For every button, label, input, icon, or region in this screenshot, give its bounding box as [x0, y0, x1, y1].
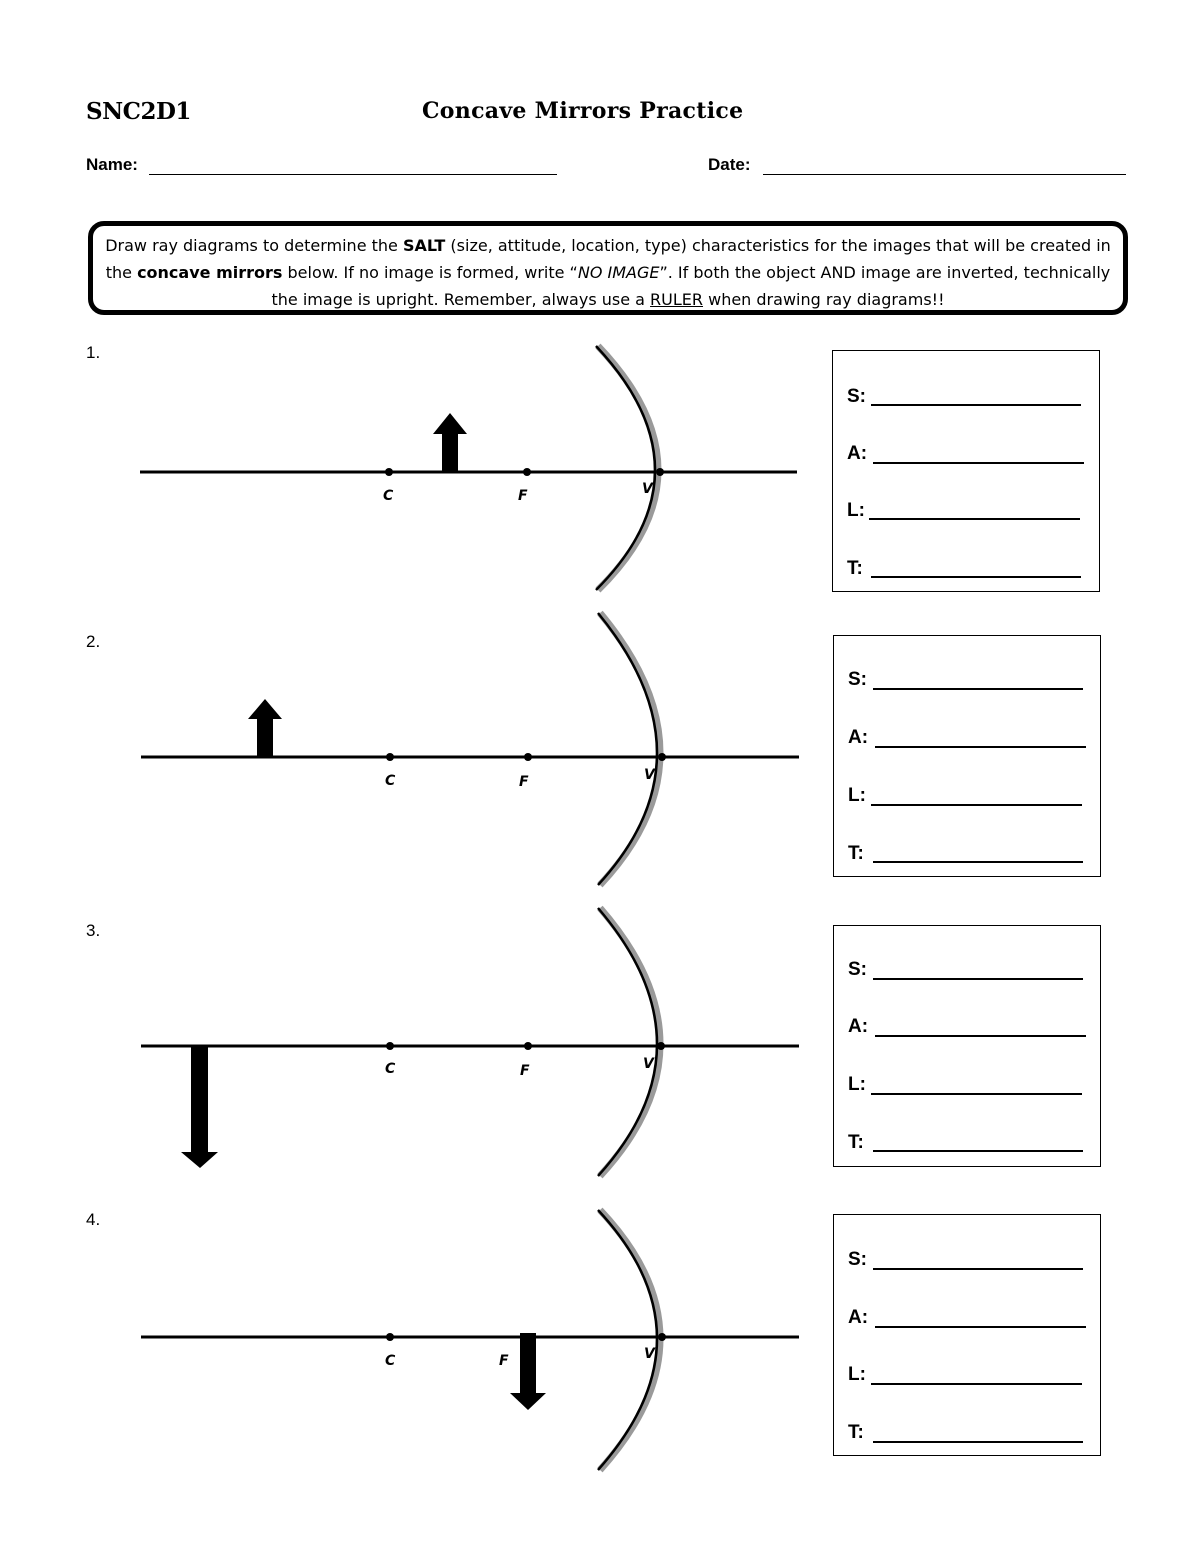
- ray-diagram-4[interactable]: [0, 1200, 820, 1500]
- question-number-1: 1.: [86, 343, 101, 362]
- salt-l-label: L:: [848, 1364, 866, 1385]
- salt-a-label: A:: [848, 727, 869, 748]
- salt-l-field[interactable]: [871, 1383, 1082, 1385]
- salt-a-field[interactable]: [875, 1035, 1086, 1037]
- salt-t-label: T:: [848, 1132, 864, 1153]
- page-title: Concave Mirrors Practice: [422, 98, 744, 124]
- salt-box-3: [833, 925, 1101, 1167]
- salt-s-label: S:: [848, 669, 867, 690]
- salt-s-field[interactable]: [873, 1268, 1083, 1270]
- instructions-ruler: RULER: [650, 290, 704, 309]
- salt-l-field[interactable]: [869, 518, 1080, 520]
- concave-mirror: [598, 1210, 657, 1470]
- question-number-3: 3.: [86, 921, 101, 940]
- f-label: F: [520, 1063, 530, 1079]
- salt-s-field[interactable]: [871, 404, 1081, 406]
- salt-a-label: A:: [847, 443, 868, 464]
- v-label: V: [642, 481, 653, 497]
- salt-t-label: T:: [847, 558, 863, 579]
- name-field[interactable]: [149, 174, 557, 175]
- salt-l-label: L:: [847, 500, 865, 521]
- concave-mirror: [598, 908, 657, 1176]
- salt-l-label: L:: [848, 1074, 866, 1095]
- c-label: C: [385, 1061, 396, 1077]
- center-point: [386, 1333, 394, 1341]
- salt-a-field[interactable]: [873, 462, 1084, 464]
- c-label: C: [383, 488, 394, 504]
- object-arrow-inverted: [181, 1046, 218, 1168]
- v-label: V: [643, 1056, 654, 1072]
- ray-diagram-2[interactable]: [0, 605, 820, 905]
- salt-l-field[interactable]: [871, 1093, 1082, 1095]
- salt-box-1: [832, 350, 1100, 592]
- salt-s-label: S:: [848, 959, 867, 980]
- ray-diagram-3[interactable]: [0, 900, 820, 1200]
- date-field[interactable]: [763, 174, 1126, 175]
- salt-s-field[interactable]: [873, 978, 1083, 980]
- v-label: V: [644, 767, 655, 783]
- instructions-concave: concave mirrors: [137, 263, 283, 282]
- vertex-point: [657, 1042, 665, 1050]
- instructions-no-image: NO IMAGE: [577, 263, 660, 282]
- salt-box-4: [833, 1214, 1101, 1456]
- center-point: [386, 1042, 394, 1050]
- focal-point: [524, 1042, 532, 1050]
- salt-t-field[interactable]: [871, 576, 1081, 578]
- ray-diagram-1[interactable]: [0, 340, 820, 640]
- salt-a-field[interactable]: [875, 1326, 1086, 1328]
- c-label: C: [385, 773, 396, 789]
- salt-t-field[interactable]: [873, 1150, 1083, 1152]
- salt-t-label: T:: [848, 1422, 864, 1443]
- instructions-text-1: Draw ray diagrams to determine the: [105, 236, 403, 255]
- instructions-text-5: when drawing ray diagrams!!: [703, 290, 945, 309]
- f-label: F: [518, 488, 528, 504]
- salt-a-field[interactable]: [875, 746, 1086, 748]
- vertex-point: [658, 753, 666, 761]
- v-label: V: [644, 1346, 655, 1362]
- focal-point: [524, 753, 532, 761]
- object-arrow-inverted: [510, 1333, 546, 1410]
- salt-t-field[interactable]: [873, 1441, 1083, 1443]
- instructions-box: [88, 221, 1128, 315]
- salt-l-field[interactable]: [871, 804, 1082, 806]
- salt-a-label: A:: [848, 1016, 869, 1037]
- salt-a-label: A:: [848, 1307, 869, 1328]
- object-arrow-upright: [433, 413, 467, 472]
- course-code: SNC2D1: [86, 98, 191, 125]
- object-arrow-upright: [248, 699, 282, 757]
- name-label: Name:: [86, 155, 138, 174]
- salt-t-field[interactable]: [873, 861, 1083, 863]
- salt-s-label: S:: [847, 386, 866, 407]
- vertex-point: [656, 468, 664, 476]
- instructions-text-3: below. If no image is formed, write “: [282, 263, 578, 282]
- instructions-text-2: (size, attitude, location, type) characteristics for the images that will be created in the: [105, 236, 1111, 282]
- instructions-salt: SALT: [402, 236, 446, 255]
- date-label: Date:: [708, 155, 751, 174]
- f-label: F: [519, 774, 529, 790]
- salt-box-2: [833, 635, 1101, 877]
- c-label: C: [385, 1353, 396, 1369]
- focal-point: [523, 468, 531, 476]
- salt-s-label: S:: [848, 1249, 867, 1270]
- salt-l-label: L:: [848, 785, 866, 806]
- salt-s-field[interactable]: [873, 688, 1083, 690]
- vertex-point: [658, 1333, 666, 1341]
- center-point: [385, 468, 393, 476]
- concave-mirror: [598, 613, 657, 885]
- salt-t-label: T:: [848, 843, 864, 864]
- concave-mirror: [596, 346, 655, 590]
- question-number-4: 4.: [86, 1210, 101, 1229]
- question-number-2: 2.: [86, 632, 101, 651]
- f-label: F: [499, 1353, 509, 1369]
- center-point: [386, 753, 394, 761]
- instructions-text-4: ”. If both the object AND image are inverted, technically the image is upright. Remember, always use a: [271, 263, 1111, 309]
